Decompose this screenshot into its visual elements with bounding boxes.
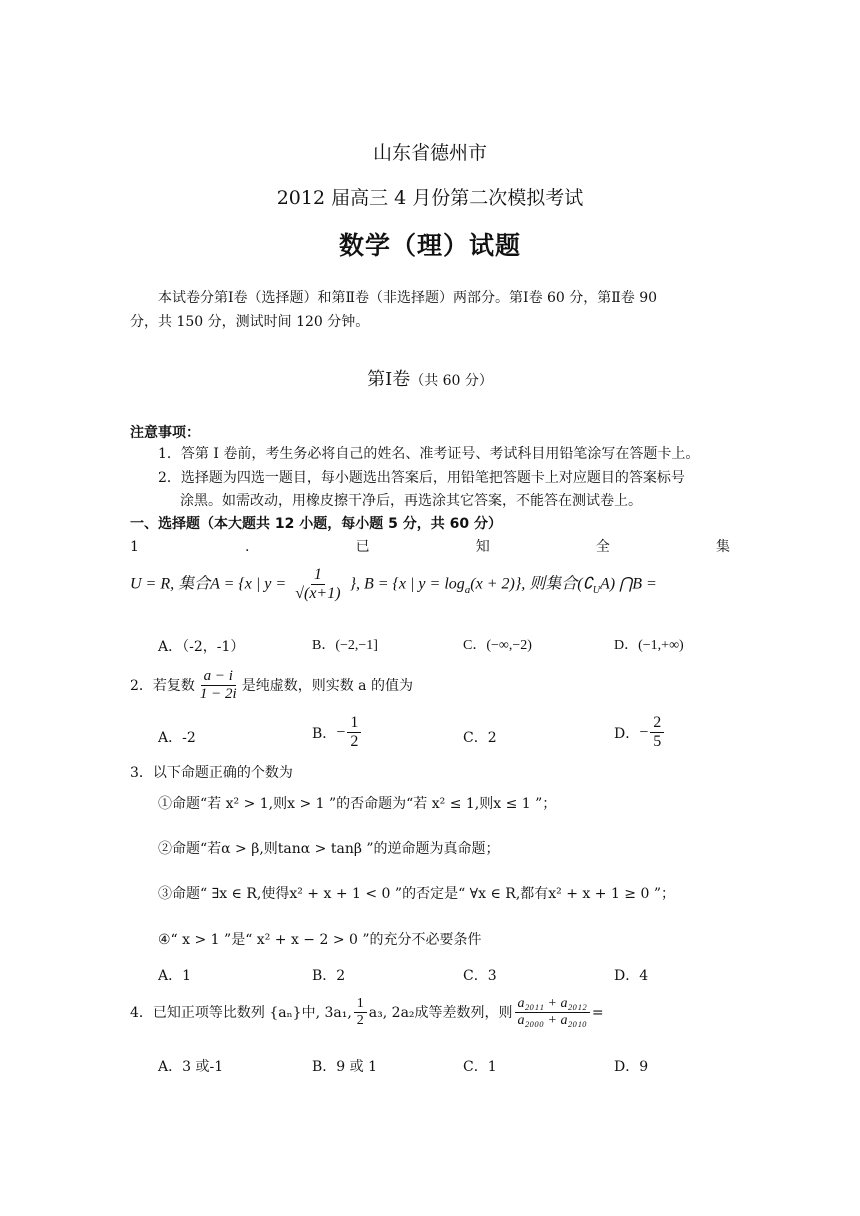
q1-option-c[interactable]: C．(−∞,−2): [463, 638, 532, 653]
q2-fraction: [197, 668, 240, 704]
q4-half-den: 2: [356, 1013, 364, 1029]
q1-stem-char: 集: [716, 539, 730, 555]
q2-option-d[interactable]: [614, 714, 666, 752]
q2-option-b[interactable]: [312, 714, 363, 752]
q2-option-d-frac: [650, 714, 664, 752]
q2-frac-num: a − i: [201, 668, 236, 686]
q2-stem: [130, 668, 413, 704]
q2-suffix: 是纯虚数，则实数 a 的值为: [241, 677, 413, 694]
q4-half-num: 1: [354, 996, 367, 1013]
q2-option-b-frac: [347, 714, 361, 752]
q1-expression: [130, 566, 657, 604]
q1-option-a[interactable]: A．（-2，-1）: [158, 639, 245, 655]
q1-option-d[interactable]: D．(−1,+∞): [614, 638, 684, 653]
q1-expr-b: }, B = {x | y = log: [349, 575, 465, 593]
q1-fraction: [292, 566, 343, 604]
q4-half: [354, 996, 367, 1029]
q4-stem: [130, 996, 604, 1029]
notes-heading: 注意事项：: [130, 425, 200, 441]
page-title: 数学（理）试题: [338, 231, 521, 260]
exam-title: 2012 届高三 4 月份第二次模拟考试: [276, 187, 584, 209]
q1-option-b[interactable]: B．(−2,−1]: [312, 638, 378, 653]
q3-statement-2: ②命题“若α > β,则tanα > tanβ ”的逆命题为真命题；: [158, 841, 500, 857]
q1-frac-num: 1: [311, 566, 325, 585]
q2-option-d-sign: −: [639, 723, 649, 741]
q4-suffix: =: [591, 1004, 604, 1021]
q1-complement: ∁: [582, 575, 593, 593]
q1-stem-char: .: [245, 539, 250, 555]
intro-line-1: 本试卷分第Ⅰ卷（选择题）和第Ⅱ卷（非选择题）两部分。第Ⅰ卷 60 分，第Ⅱ卷 90: [158, 290, 658, 306]
q3-option-d[interactable]: D．4: [614, 968, 649, 984]
q3-stem: 3．以下命题正确的个数为: [130, 765, 293, 781]
notes-item-1: 1．答第 I 卷前，考生务必将自己的姓名、准考证号、考试科目用铅笔涂写在答题卡上。: [158, 446, 700, 462]
q1-expr-a: U = R, 集合A = {x | y =: [130, 575, 287, 593]
q4-option-b[interactable]: B．9 或 1: [312, 1059, 378, 1075]
q2-option-b-label: B．: [312, 725, 337, 742]
q4-frac-num: a₂₀₁₁ + a₂₀₁₂: [515, 996, 590, 1013]
q2-option-b-den: 2: [350, 733, 359, 751]
q4-prefix: 4．已知正项等比数列 {aₙ}中, 3a₁,: [130, 1004, 352, 1021]
q4-option-d[interactable]: D．9: [614, 1059, 649, 1075]
q4-option-c[interactable]: C．1: [463, 1059, 497, 1075]
q3-statement-4: ④“ x > 1 ”是“ x² + x − 2 > 0 ”的充分不必要条件: [158, 932, 482, 948]
q3-statement-3: ③命题“ ∃x ∈ R,使得x² + x + 1 < 0 ”的否定是“ ∀x ∈ R,都有x² + x + 1 ≥ 0 ”；: [158, 886, 675, 902]
intro-line-2: 分，共 150 分，测试时间 120 分钟。: [130, 314, 370, 330]
part1-label: 第Ⅰ卷: [367, 369, 411, 390]
section-heading: 一、选择题（本大题共 12 小题，每小题 5 分，共 60 分）: [130, 516, 502, 532]
q3-statement-1: ①命题“若 x² > 1,则x > 1 ”的否命题为“若 x² ≤ 1,则x ≤ 1 ”；: [158, 796, 557, 812]
notes-item-2a: 2．选择题为四选一题目，每小题选出答案后，用铅笔把答题卡上对应题目的答案标号: [158, 470, 685, 486]
region-title: 山东省德州市: [372, 142, 487, 164]
q4-middle: a₃, 2a₂成等差数列，则: [368, 1004, 513, 1021]
q1-complement-sub: U: [592, 584, 600, 596]
q1-log-base: a: [464, 583, 471, 596]
q2-option-b-num: 1: [347, 714, 361, 733]
q2-prefix: 2．若复数: [130, 677, 195, 694]
q1-stem-char: 全: [595, 539, 610, 555]
q2-frac-den: 1 − 2i: [199, 686, 237, 703]
q2-option-d-label: D．: [614, 725, 640, 742]
q2-option-a[interactable]: A．-2: [158, 730, 196, 746]
q1-expr-c: (x + 2)}, 则集合(: [470, 575, 583, 593]
q1-frac-den: √(x+1): [295, 585, 341, 603]
q3-option-a[interactable]: A．1: [158, 968, 192, 984]
notes-item-2b: 涂黑。如需改动，用橡皮擦干净后，再选涂其它答案，不能答在测试卷上。: [180, 493, 642, 509]
q1-expr-d: A) ⋂B =: [600, 575, 657, 593]
q3-option-c[interactable]: C．3: [463, 968, 497, 984]
q1-stem-char: 1: [130, 539, 139, 555]
q4-option-a[interactable]: A．3 或-1: [158, 1059, 224, 1075]
q2-option-b-sign: −: [336, 723, 346, 741]
q4-fraction: [515, 996, 590, 1029]
q1-stem-char: 知: [475, 539, 490, 555]
q3-option-b[interactable]: B．2: [312, 968, 346, 984]
part1-score: （共 60 分）: [410, 373, 493, 389]
q1-stem: [130, 536, 730, 558]
part1-heading: [0, 365, 860, 391]
q4-frac-den: a₂₀₀₀ + a₂₀₁₀: [517, 1013, 587, 1029]
q2-option-c[interactable]: C．2: [463, 730, 497, 746]
q2-option-d-den: 5: [653, 733, 662, 751]
q2-option-d-num: 2: [650, 714, 664, 733]
q1-stem-char: 已: [355, 539, 370, 555]
